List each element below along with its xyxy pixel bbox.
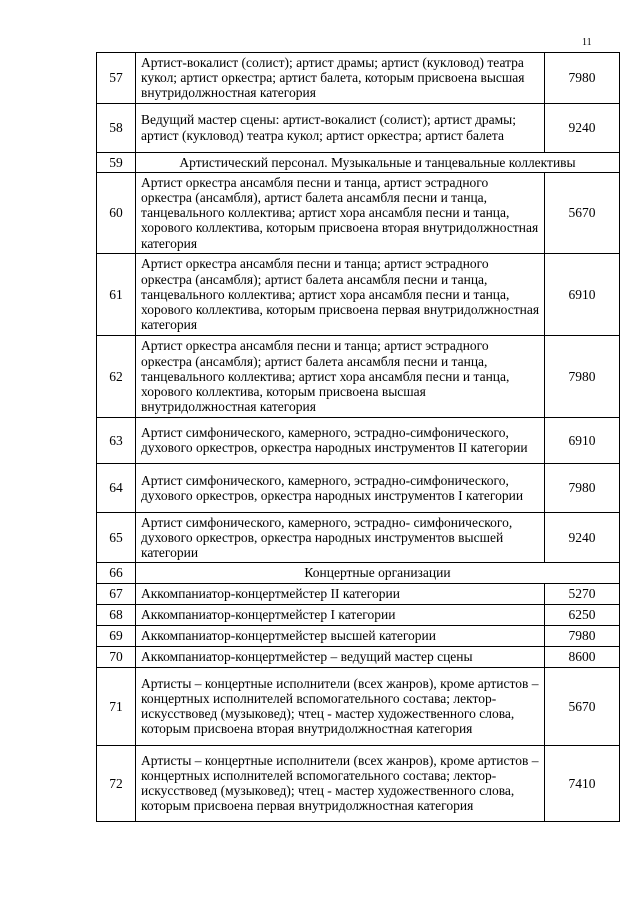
page-number: 11 xyxy=(582,37,592,48)
section-heading: Артистический персонал. Музыкальные и танцевальные коллективы xyxy=(136,152,620,172)
position-description: Артист симфонического, камерного, эстрадно-симфонического, духового оркестров, оркестра народных инструментов II категории xyxy=(136,417,545,463)
position-description: Артист-вокалист (солист); артист драмы; артист (кукловод) театра кукол; артист оркестра; артист балета, которым присвоена высшая внутридолжностная категория xyxy=(136,53,545,104)
salary-value: 6250 xyxy=(545,604,620,625)
table-row xyxy=(97,667,620,745)
position-description: Артист симфонического, камерного, эстрадно-симфонического, духового оркестров, оркестра народных инструментов I категории xyxy=(136,463,545,512)
salary-value: 7980 xyxy=(545,53,620,104)
position-description: Артист оркестра ансамбля песни и танца, артист эстрадного оркестра (ансамбля), артист балета ансамбля песни и танца, танцевального коллектива; артист хора ансамбля песни и танца, хорового коллектива, которым присвоена вторая внутридолжностная категория xyxy=(136,172,545,253)
table-row xyxy=(97,417,620,463)
row-number: 61 xyxy=(97,253,136,335)
row-number: 64 xyxy=(97,463,136,512)
table-row xyxy=(97,463,620,512)
salary-table-body xyxy=(97,53,620,822)
row-number: 70 xyxy=(97,646,136,667)
position-description: Аккомпаниатор-концертмейстер – ведущий мастер сцены xyxy=(136,646,545,667)
position-description: Артист оркестра ансамбля песни и танца; артист эстрадного оркестра (ансамбля); артист балета ансамбля песни и танца, танцевального коллектива; артист хора ансамбля песни и танца, хорового коллектива, которым присвоена первая внутридолжностная категория xyxy=(136,253,545,335)
table-row xyxy=(97,103,620,152)
table-row xyxy=(97,335,620,417)
position-description: Аккомпаниатор-концертмейстер высшей категории xyxy=(136,625,545,646)
row-number: 62 xyxy=(97,335,136,417)
salary-value: 9240 xyxy=(545,512,620,563)
row-number: 68 xyxy=(97,604,136,625)
position-description: Артист симфонического, камерного, эстрадно- симфонического, духового оркестров, оркестра народных инструментов высшей категории xyxy=(136,512,545,563)
table-row xyxy=(97,583,620,604)
row-number: 66 xyxy=(97,563,136,583)
table-row xyxy=(97,253,620,335)
table-row xyxy=(97,625,620,646)
row-number: 57 xyxy=(97,53,136,104)
salary-value: 7980 xyxy=(545,625,620,646)
section-row xyxy=(97,152,620,172)
section-row xyxy=(97,563,620,583)
row-number: 58 xyxy=(97,103,136,152)
salary-value: 6910 xyxy=(545,253,620,335)
position-description: Аккомпаниатор-концертмейстер I категории xyxy=(136,604,545,625)
section-heading: Концертные организации xyxy=(136,563,620,583)
row-number: 69 xyxy=(97,625,136,646)
table-row xyxy=(97,604,620,625)
row-number: 65 xyxy=(97,512,136,563)
row-number: 63 xyxy=(97,417,136,463)
salary-table xyxy=(96,52,620,822)
row-number: 71 xyxy=(97,667,136,745)
salary-value: 5670 xyxy=(545,667,620,745)
salary-value: 8600 xyxy=(545,646,620,667)
salary-value: 7980 xyxy=(545,463,620,512)
salary-value: 7410 xyxy=(545,745,620,821)
row-number: 60 xyxy=(97,172,136,253)
table-row xyxy=(97,512,620,563)
salary-value: 5270 xyxy=(545,583,620,604)
table-row xyxy=(97,53,620,104)
row-number: 59 xyxy=(97,152,136,172)
table-row xyxy=(97,745,620,821)
salary-value: 7980 xyxy=(545,335,620,417)
position-description: Артисты – концертные исполнители (всех жанров), кроме артистов – концертных исполнителей вспомогательного состава; лектор-искусствовед (музыковед); чтец - мастер художественного слова, которым присвоена первая внутридолжностная категория xyxy=(136,745,545,821)
salary-value: 5670 xyxy=(545,172,620,253)
row-number: 72 xyxy=(97,745,136,821)
position-description: Аккомпаниатор-концертмейстер II категории xyxy=(136,583,545,604)
position-description: Артист оркестра ансамбля песни и танца; артист эстрадного оркестра (ансамбля); артист балета ансамбля песни и танца, танцевального коллектива; артист хора ансамбля песни и танца, хорового коллектива, которым присвоена высшая внутридолжностная категория xyxy=(136,335,545,417)
table-row xyxy=(97,172,620,253)
position-description: Артисты – концертные исполнители (всех жанров), кроме артистов – концертных исполнителей вспомогательного состава; лектор-искусствовед (музыковед); чтец - мастер художественного слова, которым присвоена вторая внутридолжностная категория xyxy=(136,667,545,745)
salary-value: 9240 xyxy=(545,103,620,152)
salary-value: 6910 xyxy=(545,417,620,463)
row-number: 67 xyxy=(97,583,136,604)
table-row xyxy=(97,646,620,667)
position-description: Ведущий мастер сцены: артист-вокалист (солист); артист драмы; артист (кукловод) театра кукол; артист оркестра; артист балета xyxy=(136,103,545,152)
